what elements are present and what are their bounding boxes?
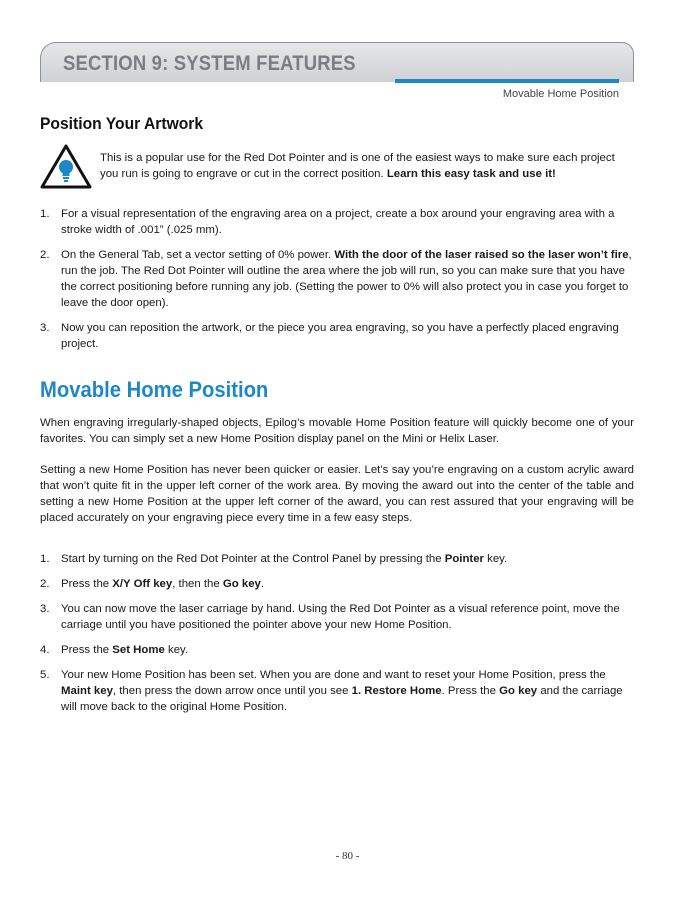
page-number: - 80 - (335, 850, 360, 862)
movable-paragraph-2: Setting a new Home Position has never been quicker or easier. Let’s say you’re engraving on a custom acrylic award that won’t quite fit in the upper left corner of the work area. By moving the award out into the center of the table and setting a new Home Position at the upper left corner of the award, you can rest assured that your engraving will be placed accurately on your engraving piece every time in a few easy steps. (40, 464, 634, 524)
warning-lightbulb-icon (40, 143, 92, 189)
list-item: 1. Start by turning on the Red Dot Pointer at the Control Panel by pressing the Pointer key. (40, 553, 508, 565)
list-item: 4. Press the Set Home key. (40, 644, 189, 656)
banner-accent-line (395, 79, 619, 83)
list-item: 1. For a visual representation of the engraving area on a project, create a box around your engraving area with a stroke width of .001” (.025 mm). (40, 208, 615, 236)
movable-paragraph-1: When engraving irregularly-shaped objects, Epilog’s movable Home Position feature will quickly become one of your favorites. You can simply set a new Home Position display panel on the Mini or Helix Laser. (40, 417, 634, 445)
running-head: Movable Home Position (502, 88, 619, 100)
position-artwork-heading: Position Your Artwork (40, 114, 204, 133)
list-item: 5. Your new Home Position has been set. When you are done and want to reset your Home Position, press the Maint key, then press the down arrow once until you see 1. Restore Home. Press the Go key and the carriage will move back to the original Home Position. (40, 669, 623, 713)
list-item: 2. Press the X/Y Off key, then the Go key. (40, 578, 265, 590)
artwork-steps (40, 206, 636, 361)
movable-home-heading: Movable Home Position (40, 377, 269, 402)
intro-paragraph: This is a popular use for the Red Dot Pointer and is one of the easiest ways to make sure each project you run is going to engrave or cut in the correct position. Learn this easy task and use it! (100, 152, 615, 180)
section-title: SECTION 9: SYSTEM FEATURES (63, 52, 356, 75)
home-position-steps (40, 551, 636, 724)
list-item: 2. On the General Tab, set a vector setting of 0% power. With the door of the laser raised so the laser won’t fire, run the job. The Red Dot Pointer will outline the area where the job will run, so you can make sure that you have the correct positioning before running any job. (Setting the power to 0% will also protect you in case you forget to leave the door open). (40, 249, 632, 309)
list-item: 3. Now you can reposition the artwork, or the piece you area engraving, so you have a perfectly placed engraving project. (40, 322, 619, 350)
list-item: 3. You can now move the laser carriage by hand. Using the Red Dot Pointer as a visual reference point, move the carriage until you have positioned the pointer above your new Home Position. (40, 603, 620, 631)
section-banner (40, 42, 634, 82)
